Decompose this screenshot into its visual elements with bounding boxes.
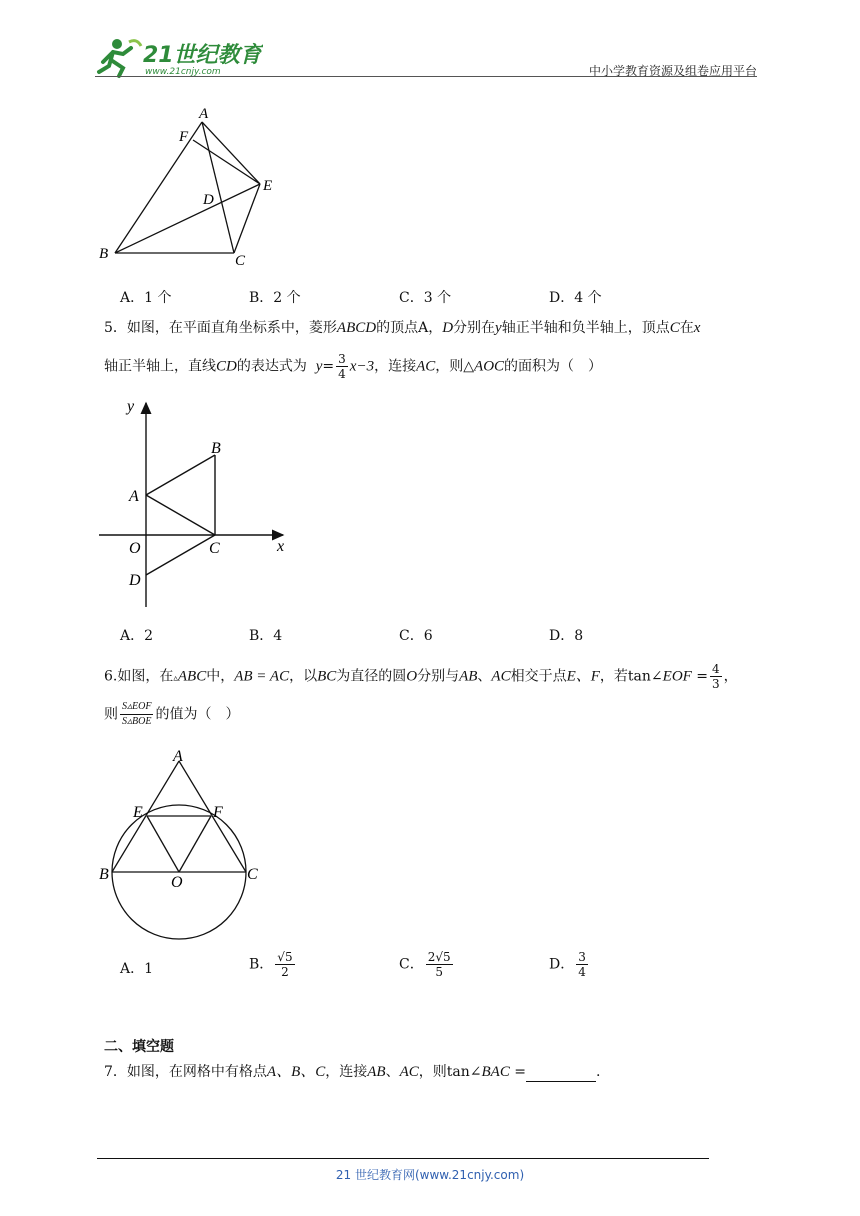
header-platform-text: 中小学教育资源及组卷应用平台 <box>588 64 757 78</box>
figure-q6 <box>95 745 275 945</box>
q7-line: 7．如图，在网格中有格点A、B、C，连接AB、AC，则tan∠BAC = . <box>104 1064 601 1080</box>
q5-option-a: A．2 <box>120 628 154 644</box>
site-logo <box>93 36 263 80</box>
label-C: C <box>235 253 246 269</box>
label-A: A <box>173 748 183 765</box>
label-F: F <box>179 129 189 145</box>
section-title-fill-blank: 二、填空题 <box>104 1039 174 1055</box>
q5-line1: 5．如图，在平面直角坐标系中，菱形ABCD的顶点A，D分别在y轴正半轴和负半轴上，顶点C在x <box>104 320 701 336</box>
q6-area-ratio: $\frac{\text{S▵EOF}}{\text{S▵BOE}}$ <box>122 701 152 727</box>
q6-tan-fraction: $\frac{4}{3}$ <box>712 662 720 691</box>
q6-line2: 则 $\frac{\text{S▵EOF}}{\text{S▵BOE}}$ 的值为（ ） <box>104 701 240 727</box>
q5-line2: 轴正半轴上，直线CD的表达式为 y= $\frac{3}{4}$ x−3，连接AC，则△AOC的面积为（ ） <box>104 352 603 381</box>
label-O: O <box>171 874 183 891</box>
svg-text:21世纪教育: 21世纪教育 <box>143 43 262 68</box>
q4-option-c: C．3 个 <box>399 290 452 306</box>
q4-option-a: A．1 个 <box>120 290 172 306</box>
q6-option-a: A．1 <box>120 961 154 977</box>
label-D: D <box>203 192 214 208</box>
label-B: B <box>211 440 221 457</box>
label-O: O <box>129 540 141 557</box>
label-B: B <box>99 246 109 262</box>
label-A: A <box>129 488 139 505</box>
q6-option-c: C． $\frac{2√5}{5}$ <box>399 950 451 979</box>
label-D: D <box>129 572 141 589</box>
q5-option-d: D．8 <box>549 628 584 644</box>
label-A: A <box>199 106 209 122</box>
q5-option-c: C．6 <box>399 628 433 644</box>
label-y: y <box>127 398 135 415</box>
q6-option-b: B． $\frac{√5}{2}$ <box>249 950 293 979</box>
figure-q5 <box>95 395 305 610</box>
figure-q4 <box>95 100 295 270</box>
q6-option-d: D． $\frac{3}{4}$ <box>549 950 586 979</box>
label-x: x <box>277 538 285 555</box>
label-B: B <box>99 866 109 883</box>
label-E: E <box>133 804 143 821</box>
q7-answer-blank[interactable] <box>526 1067 596 1082</box>
label-F: F <box>213 804 223 821</box>
footer-divider <box>97 1158 709 1159</box>
svg-text:www.21cnjy.com: www.21cnjy.com <box>145 67 221 77</box>
q5-option-b: B．4 <box>249 628 283 644</box>
q5-eq-fraction: $\frac{3}{4}$ <box>338 352 346 381</box>
q4-option-b: B．2 个 <box>249 290 301 306</box>
label-C: C <box>247 866 258 883</box>
q4-option-d: D．4 个 <box>549 290 602 306</box>
q6-line1: 6.如图，在▵ABC中，AB = AC，以BC为直径的圆O分别与AB、AC相交于点E、F，若tan∠EOF = $\frac{4}{3}$ ， <box>104 662 738 691</box>
footer-text: 21 世纪教育网(www.21cnjy.com) <box>335 1168 525 1182</box>
header-divider <box>95 76 757 77</box>
label-E: E <box>263 178 273 194</box>
label-C: C <box>209 540 220 557</box>
